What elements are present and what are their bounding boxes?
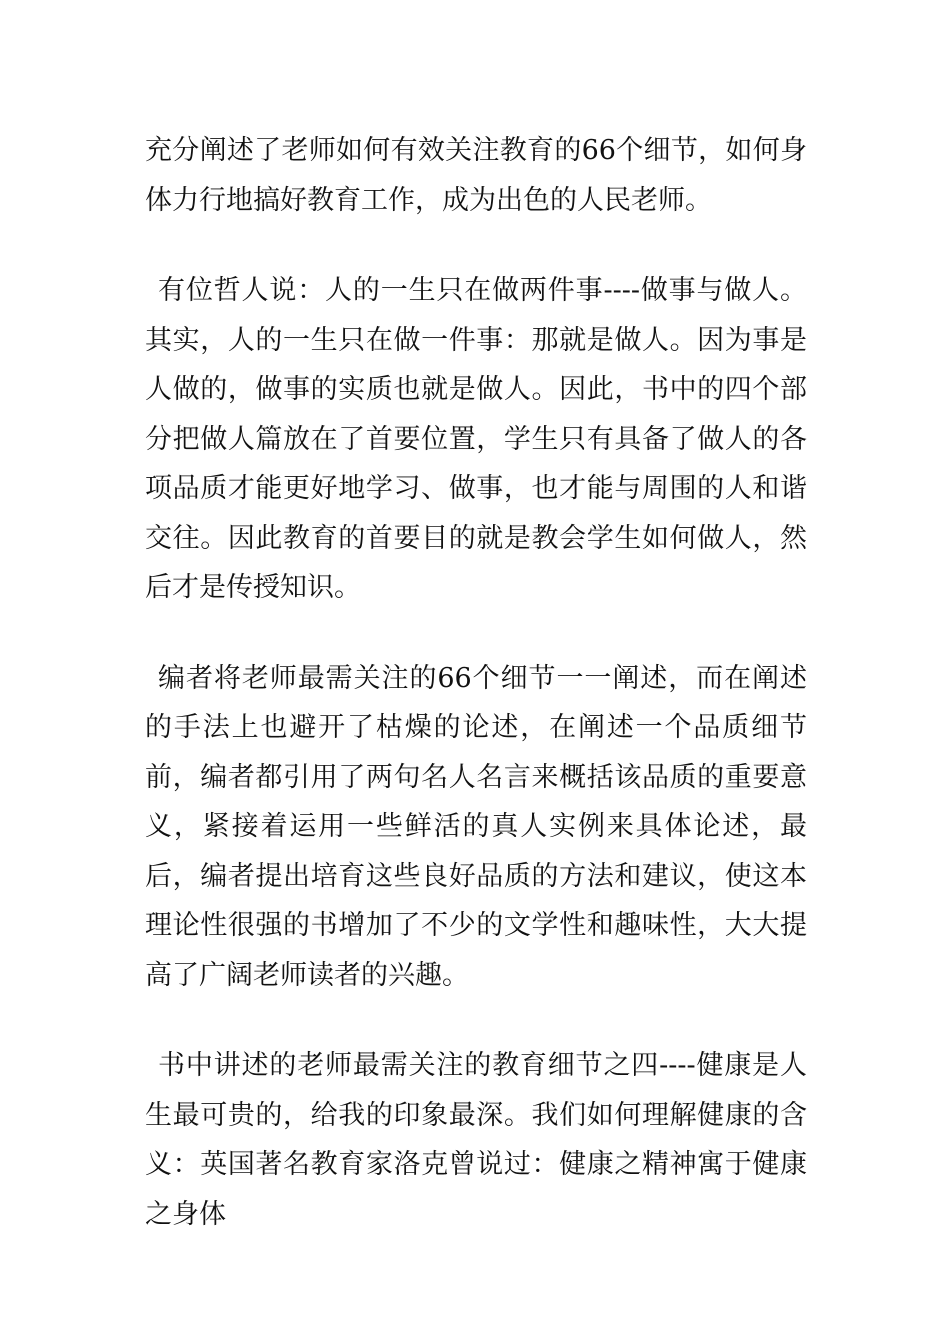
paragraph-4: 书中讲述的老师最需关注的教育细节之四----健康是人生最可贵的，给我的印象最深。我们如何理解健康的含义：英国著名教育家洛克曾说过：健康之精神寓于健康之身体 [145, 1050, 807, 1230]
paragraph-1: 充分阐述了老师如何有效关注教育的66个细节，如何身体力行地搞好教育工作，成为出色的人民老师。 [145, 135, 807, 216]
paragraph-3: 编者将老师最需关注的66个细节一一阐述，而在阐述的手法上也避开了枯燥的论述，在阐述一个品质细节前，编者都引用了两句名人名言来概括该品质的重要意义，紧接着运用一些鲜活的真人实例来具体论述，最后，编者提出培育这些良好品质的方法和建议，使这本理论性很强的书增加了不少的文学性和趣味性，大大提高了广阔老师读者的兴趣。 [145, 662, 807, 991]
document-body [145, 126, 807, 1239]
paragraph-2: 有位哲人说：人的一生只在做两件事----做事与做人。其实，人的一生只在做一件事：那就是做人。因为事是人做的，做事的实质也就是做人。因此，书中的四个部分把做人篇放在了首要位置，学生只有具备了做人的各项品质才能更好地学习、做事，也才能与周围的人和谐交往。因此教育的首要目的就是教会学生如何做人，然后才是传授知识。 [145, 275, 807, 603]
